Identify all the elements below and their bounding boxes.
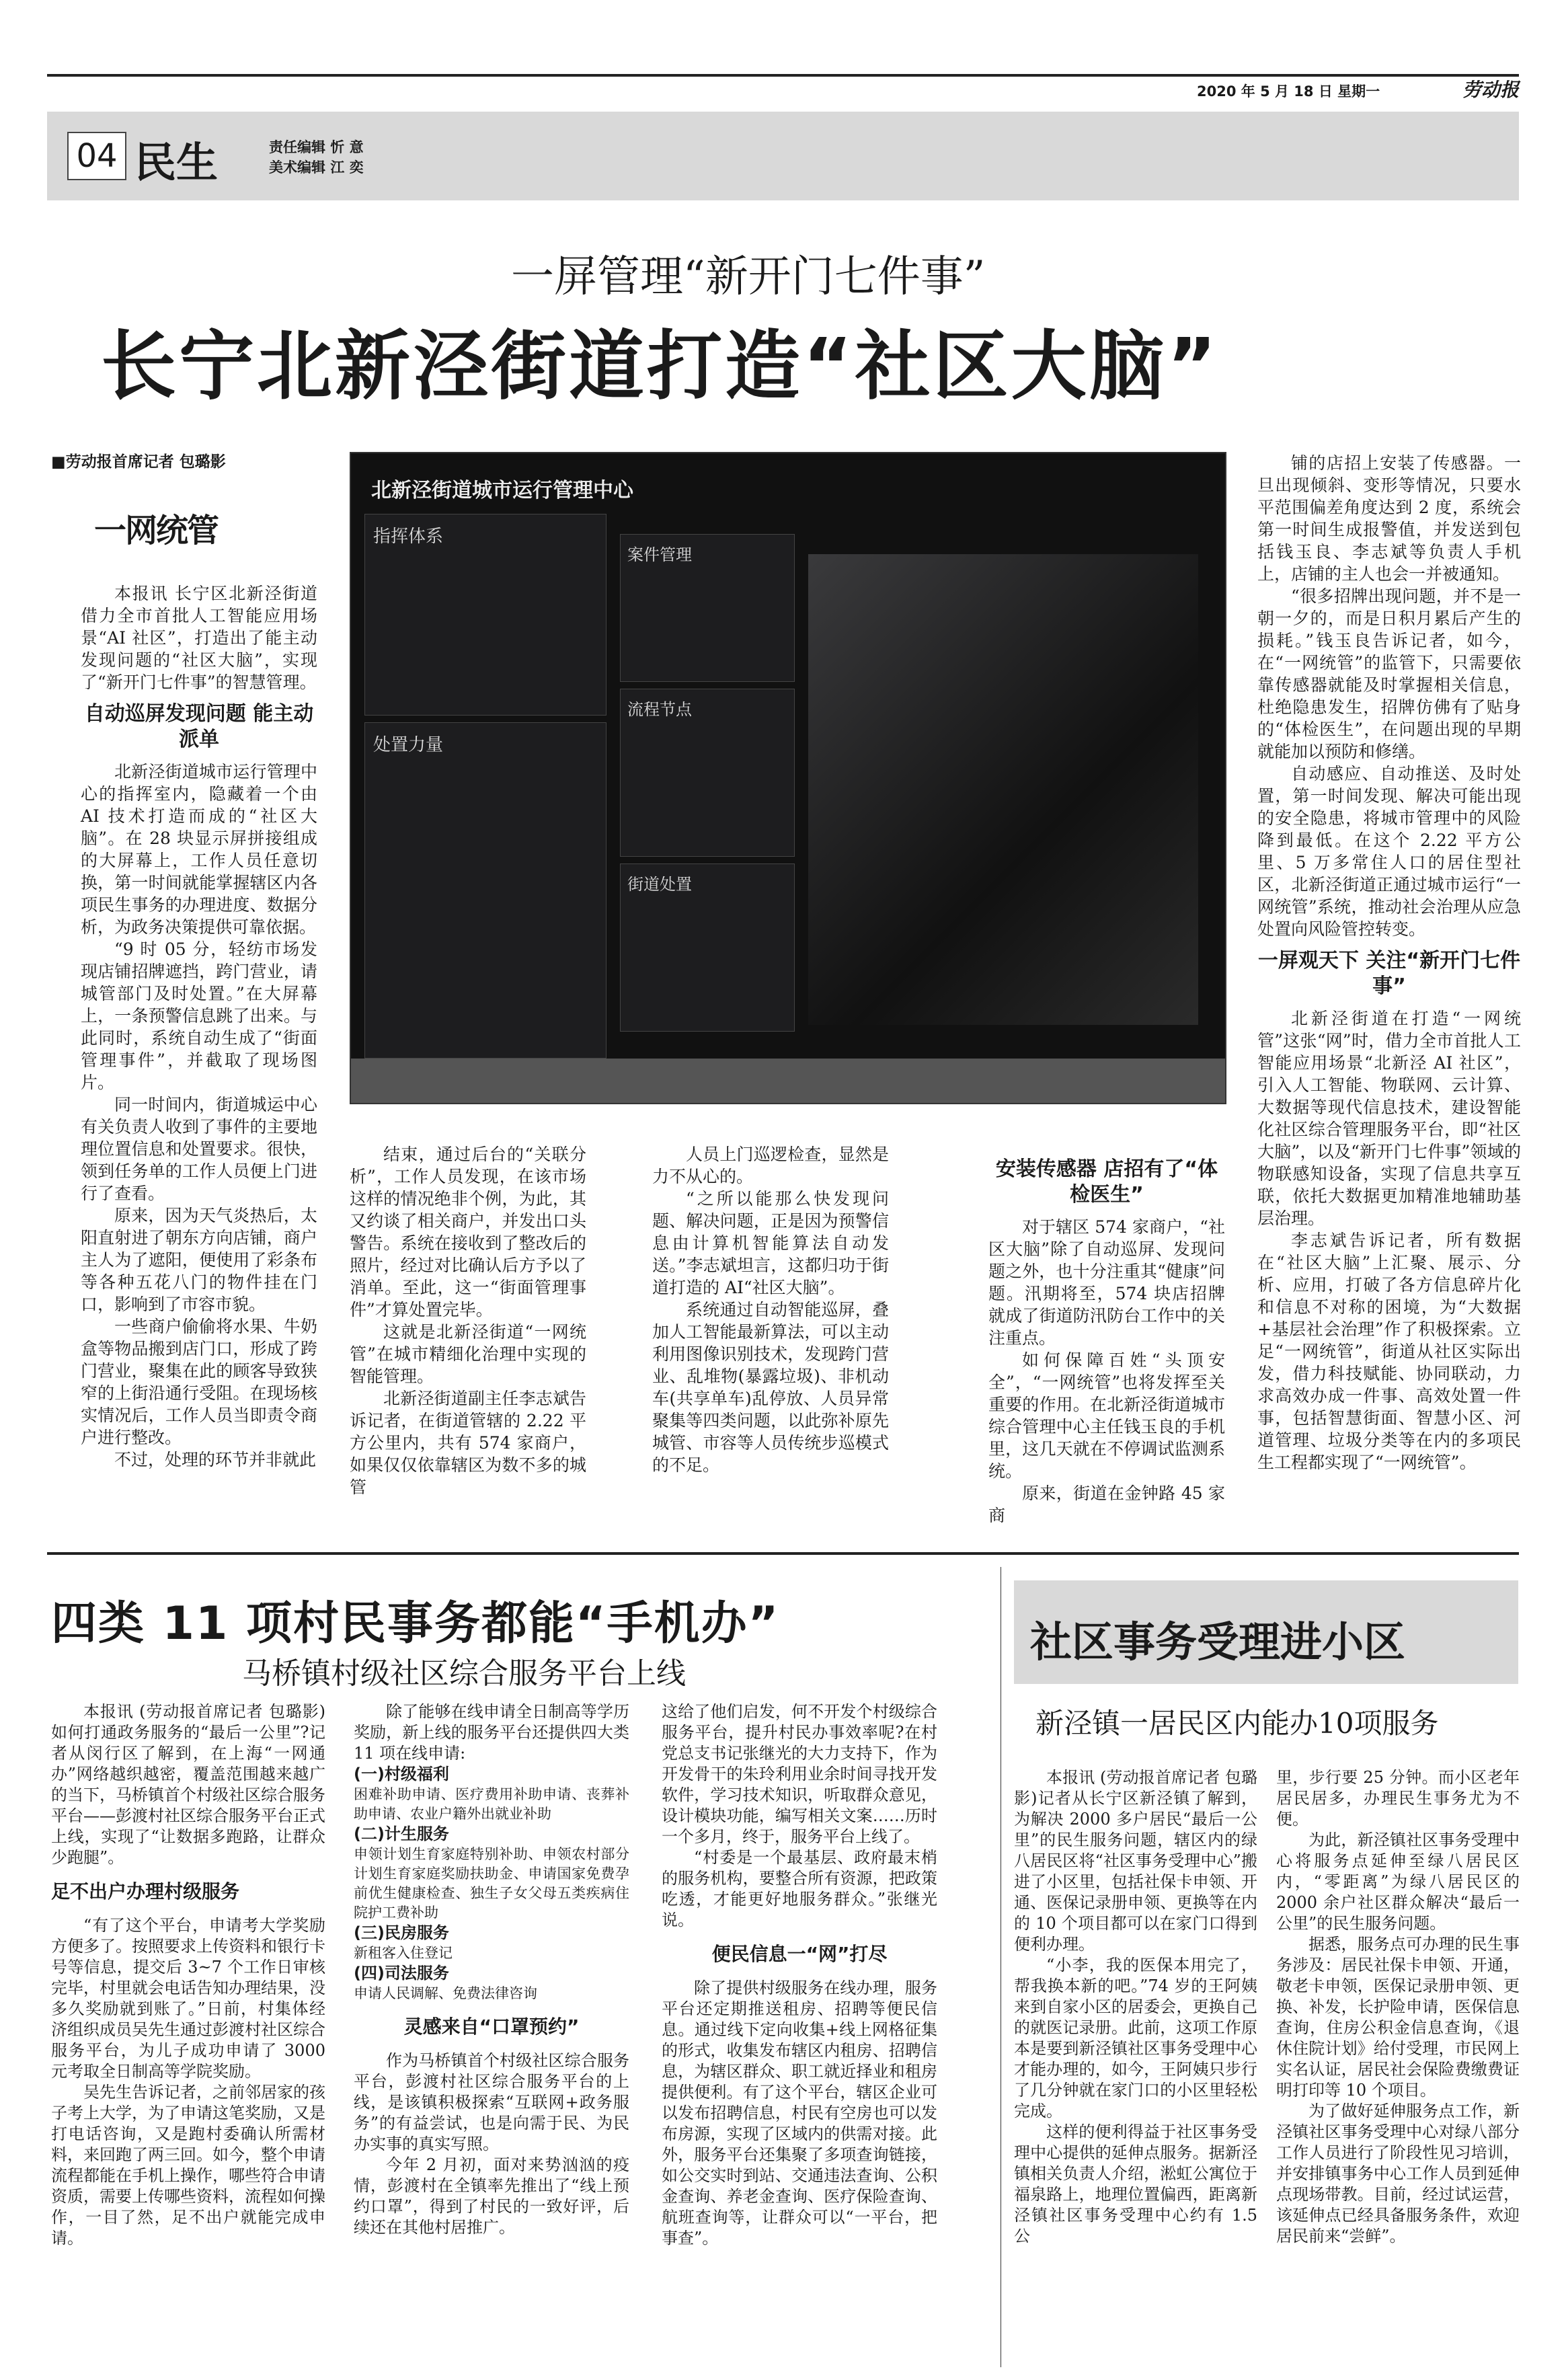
paragraph: 人员上门巡逻检查，显然是力不从心的。 — [652, 1145, 889, 1186]
subheading: 安装传感器 店招有了“体检医生” — [995, 1157, 1218, 1206]
kicker: 一屏管理“新开门七件事” — [511, 252, 986, 302]
headline-article2: 四类 11 项村民事务都能“手机办” — [51, 1597, 780, 1650]
deck-article2: 马桥镇村级社区综合服务平台上线 — [242, 1656, 686, 1691]
article2-column-1 — [51, 1701, 325, 2249]
paragraph: “有了这个平台，申请考大学奖励方便多了。按照要求上传资料和银行卡号等信息，提交后 3~7 个工作日审核完毕，村里就会电话告知办理结果，没多久奖励就到账了。”日前，村集体经济组织成员吴先生通过彭渡村社区综合服务平台，为儿子成功申请了 3000 元考取全日制高等学院奖励。 — [51, 1916, 325, 2081]
paragraph: “村委是一个最基层、政府最末梢的服务机构，要整合所有资源，把政策吃透，才能更好地服务群众。”张继光说。 — [662, 1848, 937, 1929]
paragraph: 除了提供村级服务在线办理，服务平台还定期推送租房、招聘等便民信息。通过线下定向收集+线上网格征集的形式，收集发布辖区内租房、招聘信息，为辖区群众、职工就近择业和租房提供便利。有了这个平台，辖区企业可以发布招聘信息，村民有空房也可以发布房源，实现了区域内的供需对接。此外，服务平台还集聚了多项查询链接，如公交实时到站、交通违法查询、公积金查询、养老金查询、医疗保险查询、航班查询等，让群众可以“一平台，把事查”。 — [662, 1979, 937, 2248]
paragraph: 北新泾街道在打造“一网统管”这张“网”时，借力全市首批人工智能应用场景“北新泾 AI 社区”，引入人工智能、物联网、云计算、大数据等现代信息技术，建设智能化社区综合管理服务平台，即“社区大脑”，以及“新开门七件事”领域的物联感知设备，实现了信息共享互联，依托大数据更加精准地辅助基层治理。 — [1257, 1009, 1521, 1228]
list-heading: (二)计生服务 — [354, 1825, 449, 1843]
subheading: 自动巡屏发现问题 能主动派单 — [84, 702, 314, 751]
paragraph: 自动感应、自动推送、及时处置，第一时间发现、解决可能出现的安全隐患，将城市管理中的风险降到最低。在这个 2.22 平方公里、5 万多常住人口的居住型社区，北新泾街道正通过城市运行“一网统管”系统，推动社会治理从应急处置向风险管控转变。 — [1257, 764, 1521, 939]
paragraph: 同一时间内，街道城运中心有关负责人收到了事件的主要地理位置信息和处置要求。很快，领到任务单的工作人员便上门进行了查看。 — [81, 1095, 317, 1203]
main-column-5 — [1257, 452, 1521, 1473]
panel-label: 案件管理 — [627, 545, 692, 564]
paragraph: 今年 2 月初，面对来势汹汹的疫情，彭渡村在全镇率先推出了“线上预约口罩”，得到了村民的一致好评，后续还在其他村居推广。 — [354, 2155, 629, 2237]
list-heading: (四)司法服务 — [354, 1964, 449, 1983]
main-column-1 — [81, 582, 317, 1471]
paragraph: 铺的店招上安装了传感器。一旦出现倾斜、变形等情况，只要水平范围偏差角度达到 2 度，系统会第一时间生成报警值，并发送到包括钱玉良、李志斌等负责人手机上，店铺的主人也会一并被通知。 — [1257, 453, 1521, 584]
article3-column-2 — [1276, 1767, 1520, 2247]
paragraph: “之所以能那么快发现问题、解决问题，正是因为预警信息由计算机智能算法自动发送。”李志斌坦言，这都归功于街道打造的 AI“社区大脑”。 — [652, 1189, 889, 1297]
paragraph: 结束，通过后台的“关联分析”，工作人员发现，在该市场这样的情况绝非个例，为此，其又约谈了相关商户，并发出口头警告。系统在接收到了整改后的照片，经过对比确认后方予以了消单。至此，这一“街面管理事件”才算处置完毕。 — [350, 1145, 586, 1319]
headline-article3: 社区事务受理进小区 — [1030, 1617, 1406, 1666]
paragraph: 北新泾街道城市运行管理中心的指挥室内，隐藏着一个由 AI 技术打造而成的“社区大脑”。在 28 块显示屏拼接组成的大屏幕上，工作人员任意切换，第一时间就能掌握辖区内各项民生事务的办理进度、数据分析，为政务决策提供可靠依据。 — [81, 762, 317, 937]
map-screen — [808, 554, 1198, 1025]
article2-column-3 — [662, 1701, 937, 2249]
panel-label: 流程节点 — [627, 700, 692, 719]
paragraph: 原来，因为天气炎热后，太阳直射进了朝东方向店铺，商户主人为了遮阳，便使用了彩条布等各种五花八门的物件挂在门口，影响到了市容市貌。 — [81, 1206, 317, 1314]
paragraph: “小李，我的医保本用完了，帮我换本新的吧。”74 岁的王阿姨来到自家小区的居委会，更换自己的就医记录册。此前，这项工作原本是要到新泾镇社区事务受理中心才能办理的，如今，王阿姨只步行了几分钟就在家门口的小区里轻松完成。 — [1014, 1956, 1257, 2120]
issue-date: 2020 年 5 月 18 日 星期一 — [1197, 83, 1380, 100]
paragraph: 系统通过自动智能巡屏，叠加人工智能最新算法，可以主动利用图像识别技术，发现跨门营业、乱堆物(暴露垃圾)、非机动车(共享单车)乱停放、人员异常聚集等四类问题，以此弥补原先城管、市容等人员传统步巡模式的不足。 — [652, 1300, 889, 1475]
control-center-photo — [350, 452, 1226, 1104]
paragraph: “很多招牌出现问题，并不是一朝一夕的，而是日积月累后产生的损耗。”钱玉良告诉记者，如今，在“一网统管”的监管下，只需要依靠传感器就能及时掌握相关信息，杜绝隐患发生，招牌仿佛有了贴身的“体检医生”，在问题出现的早期就能加以预防和修缮。 — [1257, 586, 1521, 761]
list-item: 申领计划生育家庭特别补助、申领农村部分计划生育家庭奖励扶助金、申请国家免费孕前优生健康检查、独生子女父母五类疾病住院护工费补助 — [354, 1846, 629, 1921]
headline-box — [1014, 1580, 1518, 1684]
page-number: 04 — [67, 132, 126, 180]
list-item: 新租客入住登记 — [354, 1945, 453, 1961]
byline: ■劳动报首席记者 包璐影 — [51, 453, 226, 471]
paragraph: 为此，新泾镇社区事务受理中心将服务点延伸至绿八居民区内，“零距离”为绿八居民区的 2000 余户社区群众解决“最后一公里”的民生服务问题。 — [1276, 1831, 1520, 1933]
screen-panel — [620, 534, 795, 682]
paragraph: 里，步行要 25 分钟。而小区老年居民居多，办理民生事务尤为不便。 — [1276, 1768, 1520, 1829]
newspaper-logo: 劳动报 — [1462, 79, 1520, 101]
article2-column-2 — [354, 1701, 629, 2238]
screen-panel — [620, 689, 795, 857]
paragraph: 作为马桥镇首个村级社区综合服务平台，彭渡村社区综合服务平台的上线，是该镇积极探索“互联网+政务服务”的有益尝试，也是向需于民、为民办实事的真实写照。 — [354, 2051, 629, 2153]
editor-line: 美术编辑 江 奕 — [269, 159, 364, 176]
paragraph: 本报讯 (劳动报首席记者 包璐影)如何打通政务服务的“最后一公里”?记者从闵行区了解到，在上海“一网通办”网络越织越密，覆盖范围越来越广的当下，马桥镇首个村级社区综合服务平台——彭渡村社区综合服务平台正式上线，实现了“让数据多跑路，让群众少跑腿”。 — [51, 1702, 325, 1867]
main-column-2 — [350, 1143, 586, 1498]
panel-label: 街道处置 — [627, 875, 692, 894]
paragraph: 据悉，服务点可办理的民生事务涉及：居民社保卡申领、开通，敬老卡申领，医保记录册申领、更换、补发，长护险申请，医保信息查询，住房公积金信息查询，《退休住院计划》给付受理，市民网上实名认证，居民社会保险费缴费证明打印等 10 个项目。 — [1276, 1935, 1520, 2100]
article3-column-1 — [1014, 1767, 1257, 2247]
subheading: 便民信息一“网”打尽 — [711, 1943, 888, 1965]
main-column-3 — [652, 1143, 889, 1476]
paragraph: 原来，街道在金钟路 45 家商 — [988, 1484, 1225, 1525]
panel-label: 处置力量 — [373, 735, 444, 755]
screen-panel — [364, 514, 606, 716]
subheading: 足不出户办理村级服务 — [51, 1880, 240, 1903]
paragraph: 北新泾街道副主任李志斌告诉记者，在街道管辖的 2.22 平方公里内，共有 574 家商户，如果仅仅依靠辖区为数不多的城管 — [350, 1389, 586, 1497]
screen-panel — [620, 863, 795, 1032]
list-heading: (三)民房服务 — [354, 1923, 449, 1942]
paragraph: 这样的便利得益于社区事务受理中心提供的延伸点服务。据新泾镇相关负责人介绍，淞虹公寓位于福泉路上，地理位置偏西，距离新泾镇社区事务受理中心约有 1.5 公 — [1014, 2122, 1257, 2245]
logo-yiwangtongguan: 一网统管 — [94, 512, 219, 549]
paragraph: 李志斌告诉记者，所有数据在“社区大脑”上汇聚、展示、分析、应用，打破了各方信息碎片化和信息不对称的困境，为“大数据+基层社会治理”作了积极探索。立足“一网统管”，街道从社区实际出发，借力科技赋能、协同联动，力求高效办成一件事、高效处置一件事，包括智慧街面、智慧小区、河道管理、垃圾分类等在内的多项民生工程都实现了“一网统管”。 — [1257, 1231, 1521, 1472]
floor — [351, 1059, 1226, 1104]
paragraph: 不过，处理的环节并非就此 — [114, 1450, 317, 1469]
headline: 长宁北新泾街道打造“社区大脑” — [101, 323, 1220, 410]
paragraph: 本报讯 (劳动报首席记者 包璐影)记者从长宁区新泾镇了解到，为解决 2000 多户居民“最后一公里”的民生服务问题，辖区内的绿八居民区将“社区事务受理中心”搬进了小区里，包括社保卡申领、开通、医保记录册申领、更换等在内的 10 个项目都可以在家门口得到便利办理。 — [1014, 1768, 1257, 1954]
paragraph: 对于辖区 574 家商户，“社区大脑”除了自动巡屏、发现问题之外，也十分注重其“健康”问题。汛期将至，574 块店招牌就成了街道防汛防台工作中的关注重点。 — [988, 1217, 1225, 1348]
screen-panel — [364, 722, 606, 1059]
paragraph: 吴先生告诉记者，之前邻居家的孩子考上大学，为了申请这笔奖励，又是打电话咨询，又是跑村委确认所需材料，来回跑了两三回。如今，整个申请流程都能在手机上操作，哪些符合申请资质，需要上传哪些资料，流程如何操作，一目了然，足不出户就能完成申请。 — [51, 2083, 325, 2248]
paragraph: 这就是北新泾街道“一网统管”在城市精细化治理中实现的智能管理。 — [350, 1322, 586, 1386]
list-heading: (一)村级福利 — [354, 1765, 449, 1783]
section-bar — [47, 112, 1519, 200]
photo-screen-title: 北新泾街道城市运行管理中心 — [371, 479, 633, 502]
list-item: 申请人民调解、免费法律咨询 — [354, 1985, 537, 2001]
paragraph: 这给了他们启发，何不开发个村级综合服务平台，提升村民办事效率呢?在村党总支书记张继光的大力支持下，作为开发骨干的朱玲利用业余时间寻找开发软件，学习技术知识，听取群众意见，设计模块功能，编写相关文案……历时一个多月，终于，服务平台上线了。 — [662, 1702, 937, 1846]
subheading: 灵感来自“口罩预约” — [403, 2016, 580, 2038]
deck-article3: 新泾镇一居民区内能办10项服务 — [1035, 1707, 1439, 1740]
service-list — [354, 1764, 629, 2003]
paragraph: 本报讯 长宁区北新泾街道借力全市首批人工智能应用场景“AI 社区”，打造出了能主动发现问题的“社区大脑”，实现了“新开门七件事”的智慧管理。 — [81, 584, 317, 692]
subheading: 一屏观天下 关注“新开门七件事” — [1257, 949, 1521, 998]
paragraph: “9 时 05 分，轻纺市场发现店铺招牌遮挡，跨门营业，请城管部门及时处置。”在大屏幕上，一条预警信息跳了出来。与此同时，系统自动生成了“街面管理事件”，并截取了现场图片。 — [81, 939, 317, 1092]
list-item: 困难补助申请、医疗费用补助申请、丧葬补助申请、农业户籍外出就业补助 — [354, 1786, 629, 1822]
editor-credits — [269, 137, 364, 178]
editor-line: 责任编辑 忻 意 — [269, 139, 364, 155]
panel-label: 指挥体系 — [373, 527, 444, 547]
main-column-4 — [988, 1157, 1225, 1527]
paragraph: 如何保障百姓“头顶安全”，“一网统管”也将发挥至关重要的作用。在北新泾街道城市综合管理中心主任钱玉良的手机里，这几天就在不停调试监测系统。 — [988, 1350, 1225, 1481]
paragraph: 一些商户偷偷将水果、牛奶盒等物品搬到店门口，形成了跨门营业，聚集在此的顾客导致狭窄的上街沿通行受阻。在现场核实情况后，工作人员当即责令商户进行整改。 — [81, 1317, 317, 1447]
paragraph: 为了做好延伸服务点工作，新泾镇社区事务受理中心对绿八部分工作人员进行了阶段性见习培训，并安排镇事务中心工作人员到延伸点现场带教。目前，经过试运营，该延伸点已经具备服务条件，欢迎居民前来“尝鲜”。 — [1276, 2102, 1520, 2245]
section-name: 民生 — [134, 138, 219, 187]
paragraph: 除了能够在线申请全日制高等学历奖励，新上线的服务平台还提供四大类 11 项在线申请: — [354, 1702, 629, 1763]
